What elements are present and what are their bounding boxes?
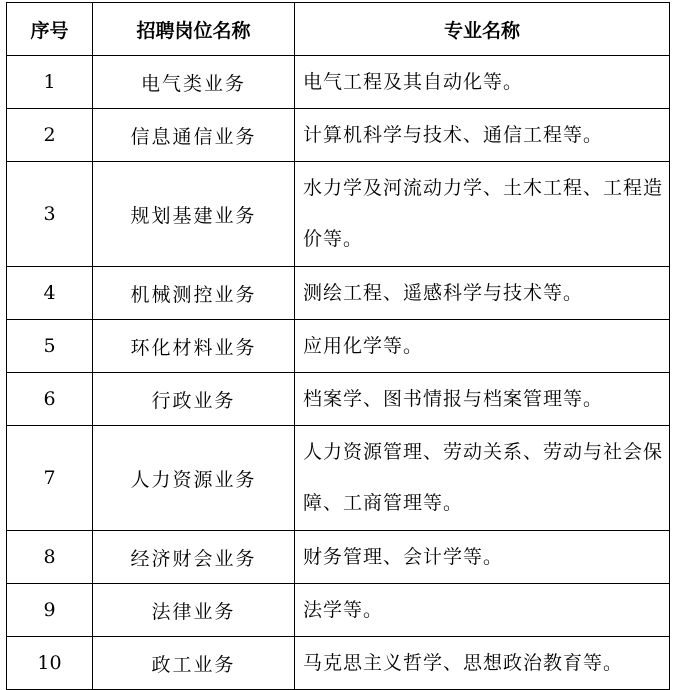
row-seq: 10 [7, 637, 93, 690]
row-position: 人力资源业务 [93, 426, 295, 531]
row-position: 政工业务 [93, 637, 295, 690]
row-seq: 3 [7, 162, 93, 267]
table-row [7, 320, 670, 373]
table-row [7, 267, 670, 320]
row-position: 规划基建业务 [93, 162, 295, 267]
row-seq: 8 [7, 531, 93, 584]
recruitment-table-container [6, 2, 670, 690]
row-position: 电气类业务 [93, 56, 295, 109]
header-seq: 序号 [7, 3, 93, 56]
row-seq: 1 [7, 56, 93, 109]
row-seq: 4 [7, 267, 93, 320]
table-row [7, 56, 670, 109]
row-major: 马克思主义哲学、思想政治教育等。 [295, 637, 670, 690]
table-row [7, 637, 670, 690]
row-position: 信息通信业务 [93, 109, 295, 162]
row-major: 电气工程及其自动化等。 [295, 56, 670, 109]
row-position: 经济财会业务 [93, 531, 295, 584]
table-row [7, 584, 670, 637]
row-major: 计算机科学与技术、通信工程等。 [295, 109, 670, 162]
table-row [7, 109, 670, 162]
header-major: 专业名称 [295, 3, 670, 56]
row-position: 机械测控业务 [93, 267, 295, 320]
table-row [7, 162, 670, 267]
row-seq: 9 [7, 584, 93, 637]
row-seq: 5 [7, 320, 93, 373]
table-row [7, 426, 670, 531]
row-major: 应用化学等。 [295, 320, 670, 373]
row-major: 人力资源管理、劳动关系、劳动与社会保障、工商管理等。 [295, 426, 670, 531]
row-position: 环化材料业务 [93, 320, 295, 373]
row-seq: 7 [7, 426, 93, 531]
row-major: 法学等。 [295, 584, 670, 637]
row-seq: 2 [7, 109, 93, 162]
header-position: 招聘岗位名称 [93, 3, 295, 56]
row-major: 财务管理、会计学等。 [295, 531, 670, 584]
row-major: 档案学、图书情报与档案管理等。 [295, 373, 670, 426]
recruitment-table [6, 2, 670, 690]
table-row [7, 531, 670, 584]
row-major: 测绘工程、遥感科学与技术等。 [295, 267, 670, 320]
row-major: 水力学及河流动力学、土木工程、工程造价等。 [295, 162, 670, 267]
table-header-row [7, 3, 670, 56]
row-seq: 6 [7, 373, 93, 426]
row-position: 行政业务 [93, 373, 295, 426]
row-position: 法律业务 [93, 584, 295, 637]
table-row [7, 373, 670, 426]
